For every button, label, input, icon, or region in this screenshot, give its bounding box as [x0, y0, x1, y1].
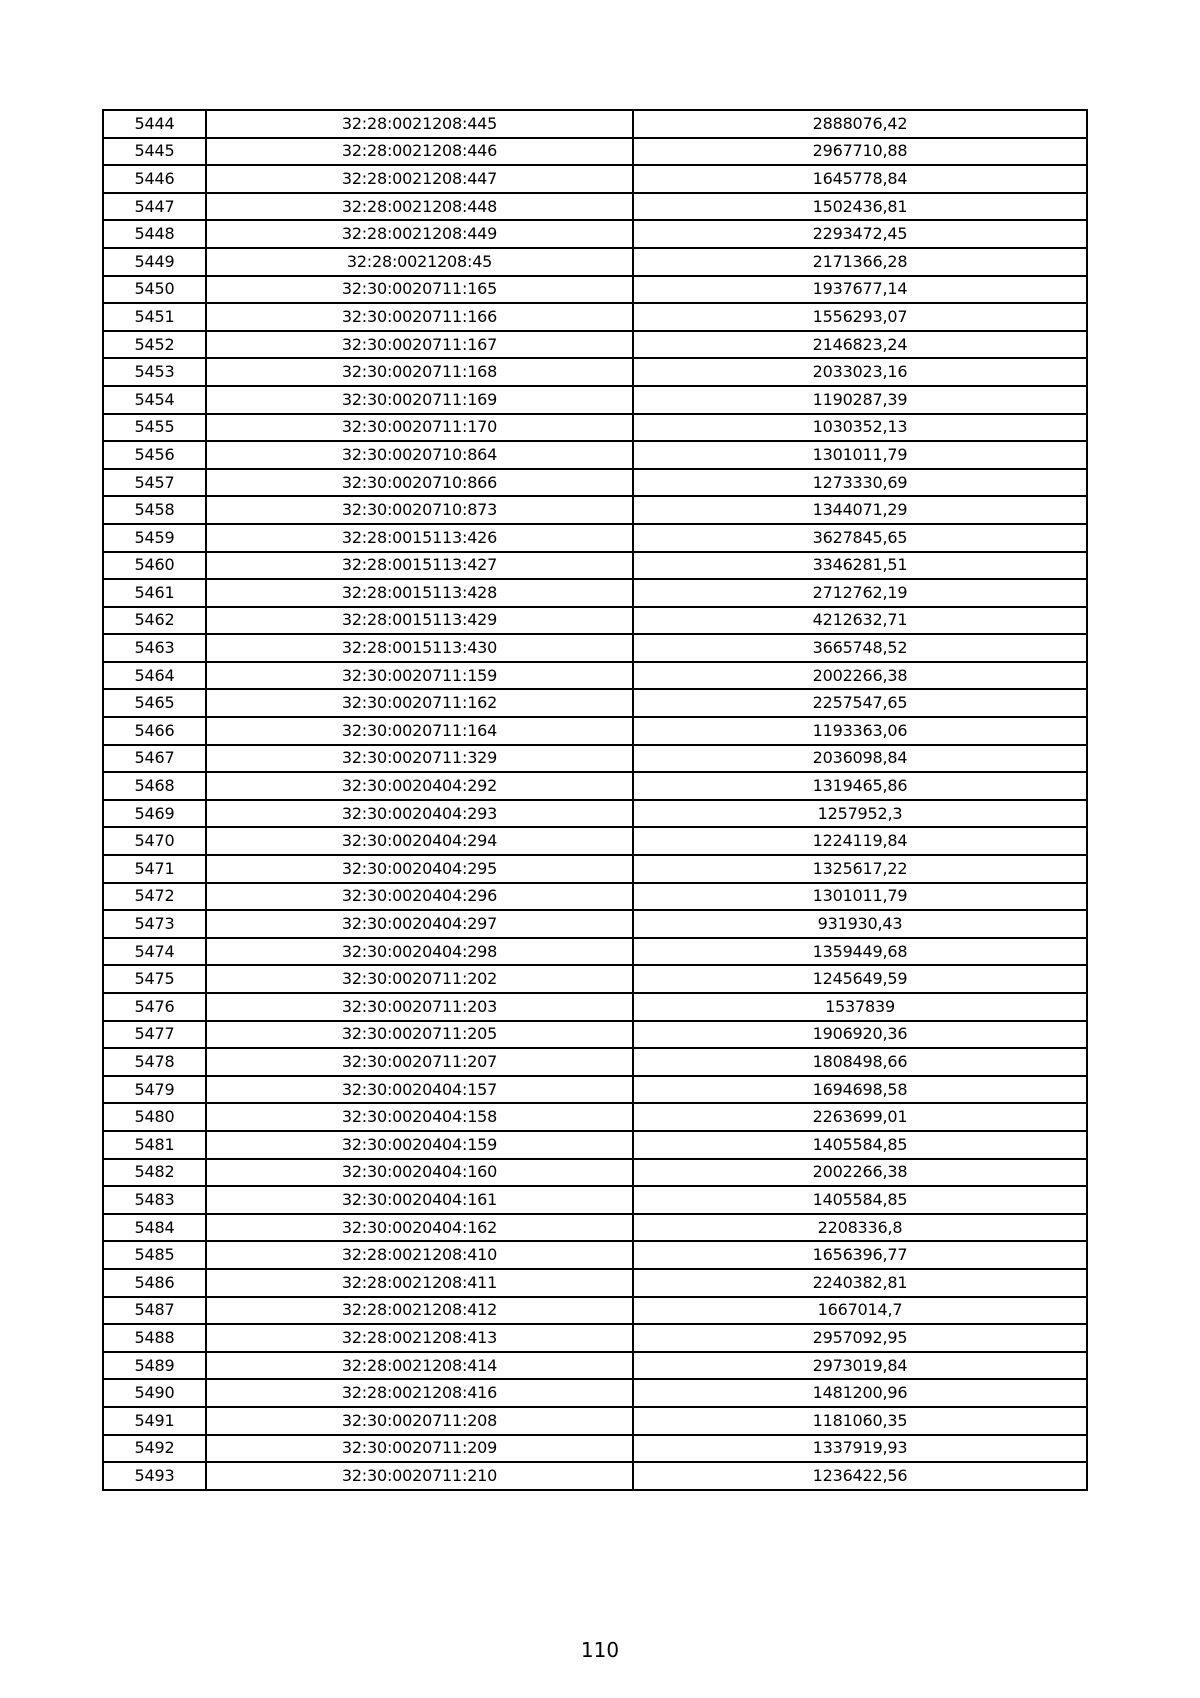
row-number-cell: 5490: [103, 1379, 206, 1407]
cadastral-value-cell: 1190287,39: [633, 386, 1087, 414]
cadastral-number-cell: 32:30:0020404:296: [206, 883, 633, 911]
cadastral-value-cell: 1537839: [633, 993, 1087, 1021]
cadastral-value-cell: 1359449,68: [633, 938, 1087, 966]
row-number-cell: 5477: [103, 1021, 206, 1049]
cadastral-number-cell: 32:30:0020404:160: [206, 1159, 633, 1187]
table-row: [103, 414, 1087, 442]
cadastral-number-cell: 32:30:0020711:159: [206, 662, 633, 690]
table-row: [103, 193, 1087, 221]
row-number-cell: 5470: [103, 827, 206, 855]
cadastral-value-cell: 2957092,95: [633, 1324, 1087, 1352]
table-row: [103, 662, 1087, 690]
table-row: [103, 800, 1087, 828]
cadastral-value-cell: 1405584,85: [633, 1186, 1087, 1214]
table-row: [103, 1241, 1087, 1269]
cadastral-number-cell: 32:28:0021208:413: [206, 1324, 633, 1352]
cadastral-value-cell: 1257952,3: [633, 800, 1087, 828]
row-number-cell: 5452: [103, 331, 206, 359]
cadastral-value-cell: 2967710,88: [633, 138, 1087, 166]
table-row: [103, 1379, 1087, 1407]
cadastral-number-cell: 32:30:0020404:158: [206, 1103, 633, 1131]
cadastral-value-cell: 2171366,28: [633, 248, 1087, 276]
cadastral-value-cell: 2973019,84: [633, 1352, 1087, 1380]
cadastral-number-cell: 32:30:0020711:208: [206, 1407, 633, 1435]
table-row: [103, 1269, 1087, 1297]
row-number-cell: 5459: [103, 524, 206, 552]
table-row: [103, 910, 1087, 938]
row-number-cell: 5488: [103, 1324, 206, 1352]
cadastral-number-cell: 32:30:0020404:157: [206, 1076, 633, 1104]
table-row: [103, 524, 1087, 552]
cadastral-value-cell: 1301011,79: [633, 441, 1087, 469]
cadastral-number-cell: 32:30:0020711:170: [206, 414, 633, 442]
row-number-cell: 5451: [103, 303, 206, 331]
cadastral-value-cell: 1502436,81: [633, 193, 1087, 221]
table-row: [103, 965, 1087, 993]
row-number-cell: 5489: [103, 1352, 206, 1380]
row-number-cell: 5484: [103, 1214, 206, 1242]
table-row: [103, 496, 1087, 524]
cadastral-number-cell: 32:30:0020711:167: [206, 331, 633, 359]
cadastral-value-cell: 1694698,58: [633, 1076, 1087, 1104]
row-number-cell: 5464: [103, 662, 206, 690]
row-number-cell: 5486: [103, 1269, 206, 1297]
row-number-cell: 5458: [103, 496, 206, 524]
cadastral-value-table: [102, 109, 1088, 1491]
table-row: [103, 441, 1087, 469]
row-number-cell: 5446: [103, 165, 206, 193]
cadastral-value-cell: 1667014,7: [633, 1297, 1087, 1325]
page-number: 110: [580, 1638, 620, 1662]
cadastral-number-cell: 32:28:0021208:412: [206, 1297, 633, 1325]
cadastral-value-cell: 1937677,14: [633, 276, 1087, 304]
cadastral-value-cell: 2263699,01: [633, 1103, 1087, 1131]
cadastral-value-cell: 1481200,96: [633, 1379, 1087, 1407]
row-number-cell: 5478: [103, 1048, 206, 1076]
cadastral-value-cell: 3346281,51: [633, 552, 1087, 580]
table-row: [103, 1131, 1087, 1159]
cadastral-value-cell: 2033023,16: [633, 358, 1087, 386]
table-row: [103, 883, 1087, 911]
row-number-cell: 5482: [103, 1159, 206, 1187]
cadastral-value-cell: 2293472,45: [633, 220, 1087, 248]
cadastral-number-cell: 32:30:0020404:294: [206, 827, 633, 855]
row-number-cell: 5445: [103, 138, 206, 166]
cadastral-value-cell: 1405584,85: [633, 1131, 1087, 1159]
cadastral-number-cell: 32:30:0020711:168: [206, 358, 633, 386]
row-number-cell: 5480: [103, 1103, 206, 1131]
table-row: [103, 634, 1087, 662]
table-row: [103, 689, 1087, 717]
cadastral-number-cell: 32:30:0020404:293: [206, 800, 633, 828]
row-number-cell: 5468: [103, 772, 206, 800]
cadastral-number-cell: 32:28:0015113:426: [206, 524, 633, 552]
cadastral-value-cell: 1301011,79: [633, 883, 1087, 911]
table-row: [103, 1324, 1087, 1352]
cadastral-value-cell: 1245649,59: [633, 965, 1087, 993]
cadastral-number-cell: 32:30:0020710:873: [206, 496, 633, 524]
cadastral-value-cell: 1030352,13: [633, 414, 1087, 442]
row-number-cell: 5491: [103, 1407, 206, 1435]
row-number-cell: 5444: [103, 110, 206, 138]
cadastral-number-cell: 32:30:0020711:209: [206, 1435, 633, 1463]
cadastral-number-cell: 32:28:0021208:445: [206, 110, 633, 138]
cadastral-number-cell: 32:30:0020711:166: [206, 303, 633, 331]
cadastral-number-cell: 32:28:0021208:411: [206, 1269, 633, 1297]
cadastral-number-cell: 32:30:0020404:159: [206, 1131, 633, 1159]
table-row: [103, 358, 1087, 386]
cadastral-number-cell: 32:30:0020710:866: [206, 469, 633, 497]
cadastral-value-cell: 2240382,81: [633, 1269, 1087, 1297]
table-row: [103, 1103, 1087, 1131]
table-row: [103, 1435, 1087, 1463]
cadastral-value-cell: 1319465,86: [633, 772, 1087, 800]
row-number-cell: 5479: [103, 1076, 206, 1104]
cadastral-number-cell: 32:28:0021208:410: [206, 1241, 633, 1269]
cadastral-number-cell: 32:28:0021208:447: [206, 165, 633, 193]
cadastral-number-cell: 32:30:0020404:162: [206, 1214, 633, 1242]
cadastral-value-cell: 1906920,36: [633, 1021, 1087, 1049]
table-row: [103, 1297, 1087, 1325]
cadastral-value-cell: 1656396,77: [633, 1241, 1087, 1269]
row-number-cell: 5450: [103, 276, 206, 304]
cadastral-number-cell: 32:30:0020711:202: [206, 965, 633, 993]
cadastral-number-cell: 32:30:0020404:161: [206, 1186, 633, 1214]
table-row: [103, 855, 1087, 883]
cadastral-number-cell: 32:28:0021208:446: [206, 138, 633, 166]
row-number-cell: 5449: [103, 248, 206, 276]
row-number-cell: 5476: [103, 993, 206, 1021]
table-row: [103, 552, 1087, 580]
cadastral-number-cell: 32:30:0020404:292: [206, 772, 633, 800]
cadastral-number-cell: 32:30:0020711:203: [206, 993, 633, 1021]
cadastral-number-cell: 32:28:0021208:414: [206, 1352, 633, 1380]
table-row: [103, 827, 1087, 855]
cadastral-value-cell: 3665748,52: [633, 634, 1087, 662]
cadastral-number-cell: 32:28:0021208:449: [206, 220, 633, 248]
table-row: [103, 1186, 1087, 1214]
table-row: [103, 745, 1087, 773]
row-number-cell: 5456: [103, 441, 206, 469]
row-number-cell: 5462: [103, 607, 206, 635]
cadastral-number-cell: 32:30:0020710:864: [206, 441, 633, 469]
row-number-cell: 5481: [103, 1131, 206, 1159]
table-row: [103, 1159, 1087, 1187]
row-number-cell: 5471: [103, 855, 206, 883]
cadastral-number-cell: 32:28:0021208:45: [206, 248, 633, 276]
cadastral-value-cell: 2036098,84: [633, 745, 1087, 773]
row-number-cell: 5469: [103, 800, 206, 828]
cadastral-number-cell: 32:30:0020711:210: [206, 1462, 633, 1490]
cadastral-value-cell: 3627845,65: [633, 524, 1087, 552]
row-number-cell: 5460: [103, 552, 206, 580]
cadastral-value-cell: 4212632,71: [633, 607, 1087, 635]
table-row: [103, 386, 1087, 414]
table-row: [103, 1462, 1087, 1490]
row-number-cell: 5447: [103, 193, 206, 221]
table-row: [103, 1076, 1087, 1104]
cadastral-value-cell: 1273330,69: [633, 469, 1087, 497]
row-number-cell: 5474: [103, 938, 206, 966]
cadastral-value-cell: 2712762,19: [633, 579, 1087, 607]
cadastral-value-cell: 1236422,56: [633, 1462, 1087, 1490]
row-number-cell: 5453: [103, 358, 206, 386]
cadastral-number-cell: 32:30:0020711:165: [206, 276, 633, 304]
row-number-cell: 5492: [103, 1435, 206, 1463]
row-number-cell: 5493: [103, 1462, 206, 1490]
cadastral-number-cell: 32:30:0020711:207: [206, 1048, 633, 1076]
table-row: [103, 165, 1087, 193]
cadastral-number-cell: 32:30:0020711:164: [206, 717, 633, 745]
cadastral-number-cell: 32:28:0021208:416: [206, 1379, 633, 1407]
table-row: [103, 1021, 1087, 1049]
row-number-cell: 5487: [103, 1297, 206, 1325]
table-row: [103, 1048, 1087, 1076]
cadastral-value-cell: 1337919,93: [633, 1435, 1087, 1463]
cadastral-number-cell: 32:30:0020711:169: [206, 386, 633, 414]
row-number-cell: 5467: [103, 745, 206, 773]
cadastral-value-cell: 1645778,84: [633, 165, 1087, 193]
cadastral-value-cell: 2888076,42: [633, 110, 1087, 138]
cadastral-number-cell: 32:30:0020404:295: [206, 855, 633, 883]
table-body: [103, 110, 1087, 1490]
table-row: [103, 993, 1087, 1021]
cadastral-value-cell: 1556293,07: [633, 303, 1087, 331]
table-row: [103, 303, 1087, 331]
row-number-cell: 5463: [103, 634, 206, 662]
cadastral-value-cell: 1344071,29: [633, 496, 1087, 524]
row-number-cell: 5466: [103, 717, 206, 745]
table-row: [103, 938, 1087, 966]
row-number-cell: 5465: [103, 689, 206, 717]
row-number-cell: 5472: [103, 883, 206, 911]
table-row: [103, 579, 1087, 607]
cadastral-value-cell: 2146823,24: [633, 331, 1087, 359]
table-row: [103, 607, 1087, 635]
table-row: [103, 1407, 1087, 1435]
cadastral-value-cell: 1193363,06: [633, 717, 1087, 745]
cadastral-number-cell: 32:30:0020404:298: [206, 938, 633, 966]
table-row: [103, 772, 1087, 800]
row-number-cell: 5485: [103, 1241, 206, 1269]
cadastral-value-cell: 1325617,22: [633, 855, 1087, 883]
cadastral-value-cell: 1224119,84: [633, 827, 1087, 855]
table-row: [103, 110, 1087, 138]
row-number-cell: 5454: [103, 386, 206, 414]
cadastral-number-cell: 32:28:0015113:429: [206, 607, 633, 635]
table-row: [103, 1352, 1087, 1380]
table-row: [103, 138, 1087, 166]
cadastral-number-cell: 32:30:0020404:297: [206, 910, 633, 938]
table-row: [103, 248, 1087, 276]
row-number-cell: 5473: [103, 910, 206, 938]
table-row: [103, 469, 1087, 497]
table-row: [103, 1214, 1087, 1242]
cadastral-value-cell: 1808498,66: [633, 1048, 1087, 1076]
table-row: [103, 331, 1087, 359]
table-row: [103, 276, 1087, 304]
row-number-cell: 5483: [103, 1186, 206, 1214]
cadastral-value-cell: 1181060,35: [633, 1407, 1087, 1435]
cadastral-value-cell: 2257547,65: [633, 689, 1087, 717]
table-row: [103, 717, 1087, 745]
row-number-cell: 5457: [103, 469, 206, 497]
cadastral-number-cell: 32:28:0015113:428: [206, 579, 633, 607]
cadastral-value-cell: 2002266,38: [633, 1159, 1087, 1187]
cadastral-value-cell: 931930,43: [633, 910, 1087, 938]
cadastral-value-cell: 2208336,8: [633, 1214, 1087, 1242]
cadastral-number-cell: 32:30:0020711:162: [206, 689, 633, 717]
cadastral-number-cell: 32:30:0020711:329: [206, 745, 633, 773]
row-number-cell: 5448: [103, 220, 206, 248]
row-number-cell: 5461: [103, 579, 206, 607]
cadastral-number-cell: 32:28:0015113:430: [206, 634, 633, 662]
table-row: [103, 220, 1087, 248]
cadastral-number-cell: 32:30:0020711:205: [206, 1021, 633, 1049]
row-number-cell: 5475: [103, 965, 206, 993]
cadastral-value-cell: 2002266,38: [633, 662, 1087, 690]
cadastral-number-cell: 32:28:0021208:448: [206, 193, 633, 221]
cadastral-number-cell: 32:28:0015113:427: [206, 552, 633, 580]
row-number-cell: 5455: [103, 414, 206, 442]
